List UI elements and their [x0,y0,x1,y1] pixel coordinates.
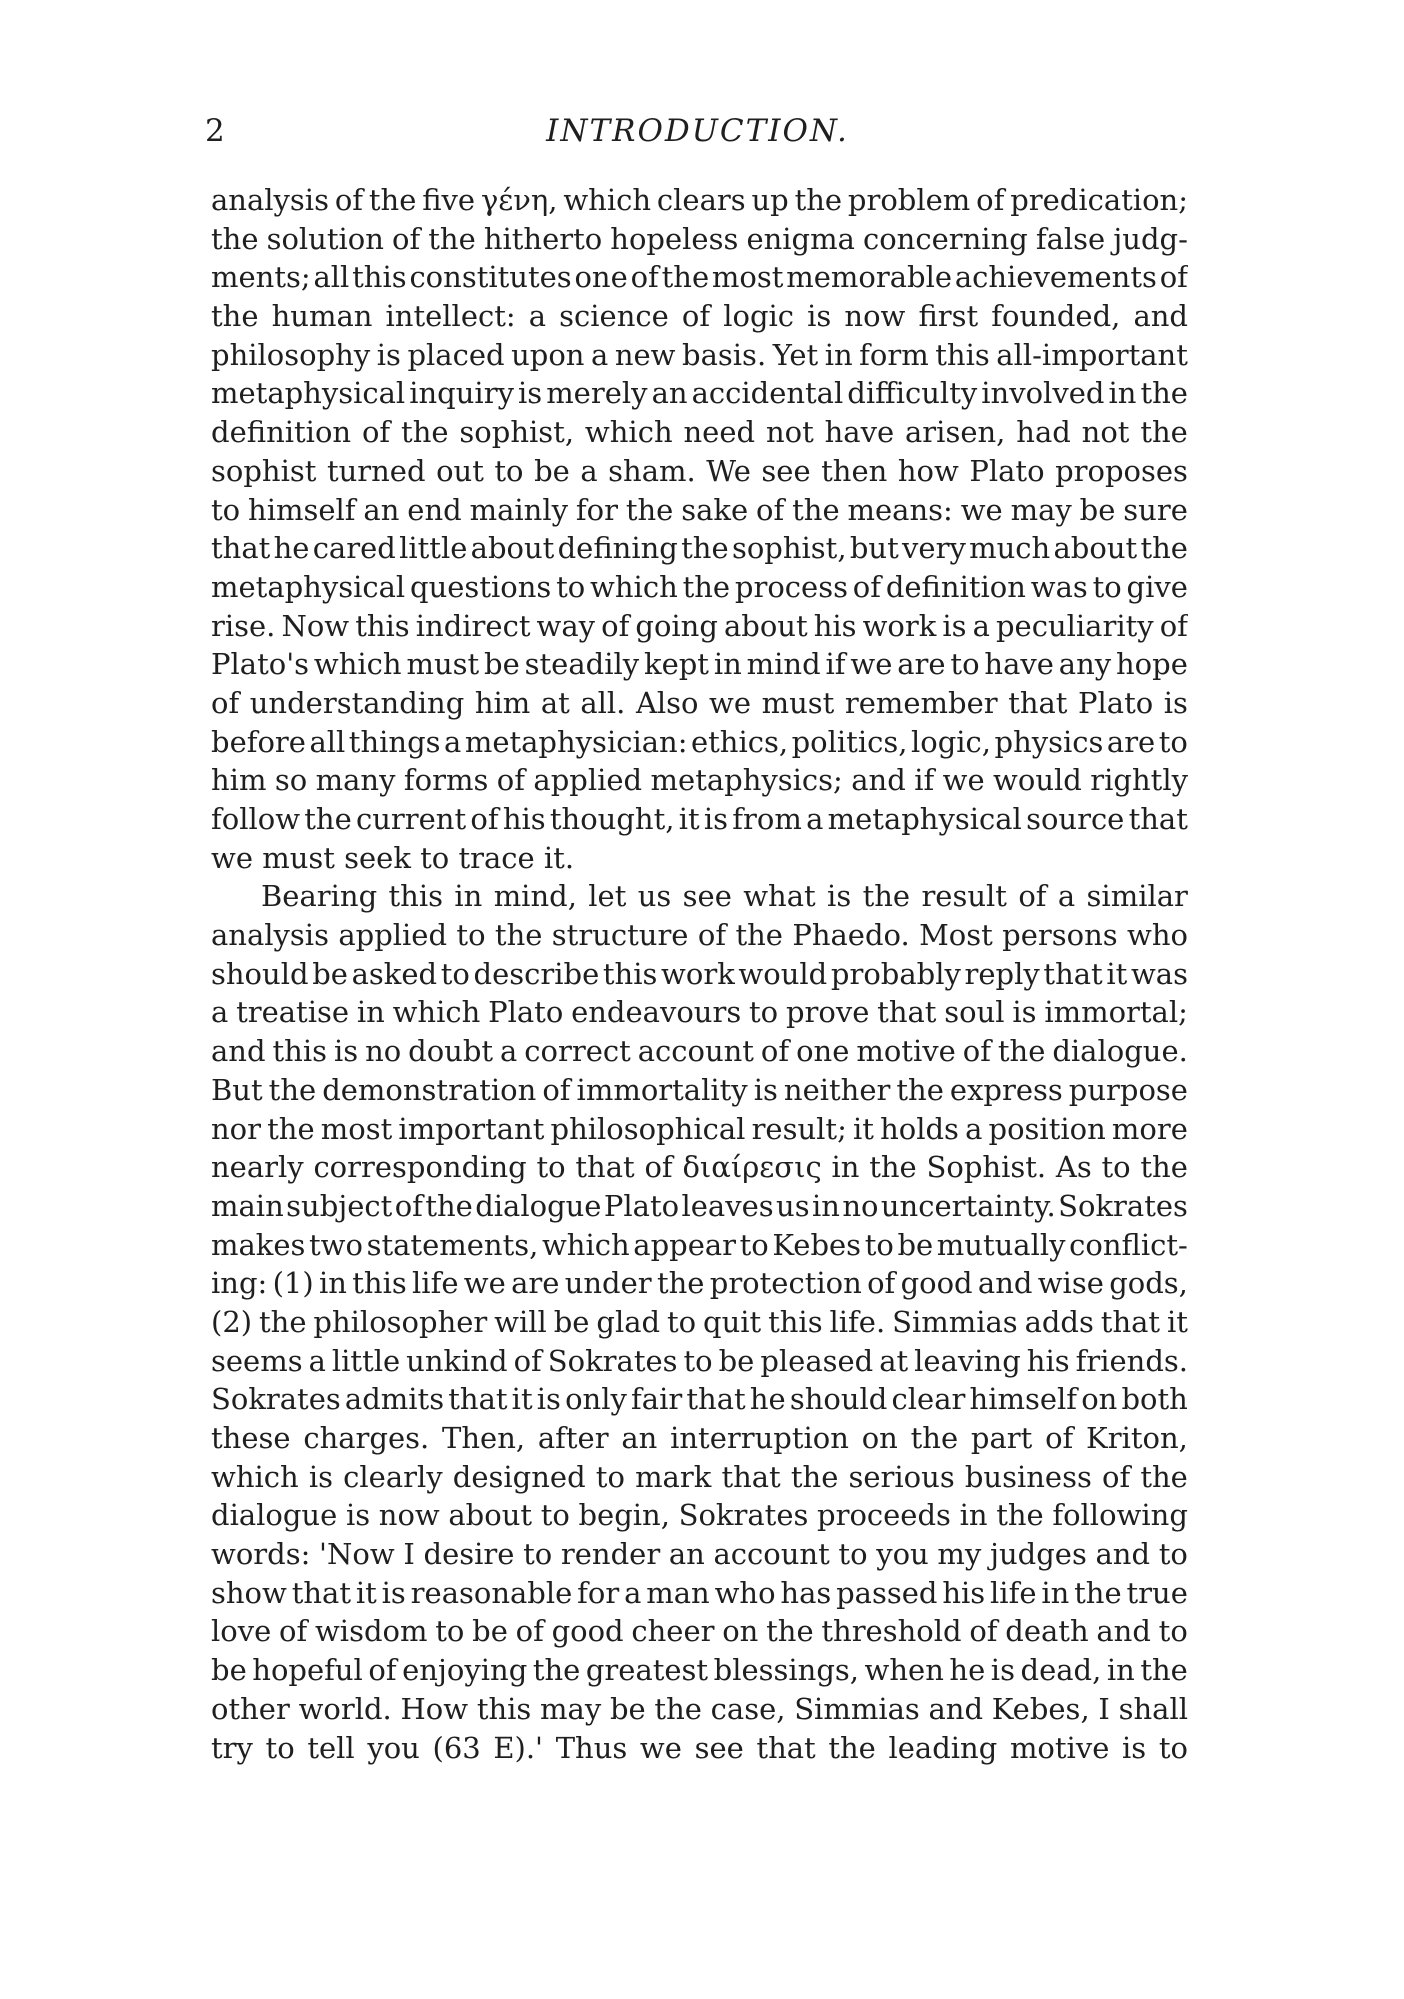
text-line: dialogue is now about to begin, Sokrates proceeds in the following [211,1498,1188,1533]
text-line: a treatise in which Plato endeavours to prove that soul is immortal; [211,995,1188,1030]
text-line: the human intellect: a science of logic is now first founded, and [211,299,1188,334]
text-line: which is clearly designed to mark that the serious business of the [211,1459,1188,1494]
text-line: the solution of the hitherto hopeless enigma concerning false judg- [211,221,1188,256]
text-line: metaphysical inquiry is merely an accidental difficulty involved in the [211,376,1188,411]
text-line: sophist turned out to be a sham. We see then how Plato proposes [211,453,1188,488]
text-line: seems a little unkind of Sokrates to be pleased at leaving his friends. [211,1343,1188,1378]
text-line: love of wisdom to be of good cheer on the threshold of death and to [211,1614,1188,1649]
text-line: that he cared little about defining the sophist, but very much about the [211,531,1188,566]
text-line: be hopeful of enjoying the greatest blessings, when he is dead, in the [211,1653,1188,1688]
text-line: rise. Now this indirect way of going about his work is a peculiarity of [211,608,1188,643]
text-line: ing: (1) in this life we are under the protection of good and wise gods, [211,1266,1188,1301]
text-line: philosophy is placed upon a new basis. Yet in form this all-important [211,337,1188,372]
text-line: Bearing this in mind, let us see what is the result of a similar [261,879,1188,914]
text-line: Sokrates admits that it is only fair that he should clear himself on both [211,1382,1188,1417]
text-line: these charges. Then, after an interruption on the part of Kriton, [211,1421,1188,1455]
text-line: Plato's which must be steadily kept in mind if we are to have any hope [211,647,1188,682]
text-line: to himself an end mainly for the sake of the means: we may be sure [211,492,1188,527]
text-line: should be asked to describe this work would probably reply that it was [211,956,1188,991]
text-line: But the demonstration of immortality is neither the express purpose [211,1072,1188,1107]
running-title: INTRODUCTION. [546,113,849,149]
text-line: definition of the sophist, which need not have arisen, had not the [211,415,1188,450]
page-header [205,111,1190,151]
text-line: follow the current of his thought, it is from a metaphysical source that [211,802,1188,836]
text-line: show that it is reasonable for a man who has passed his life in the true [211,1575,1188,1610]
text-line: analysis of the five γένη, which clears up the problem of predication; [211,183,1188,217]
text-line: metaphysical questions to which the process of definition was to give [211,569,1188,604]
text-line: nearly corresponding to that of διαίρεσις in the Sophist. As to the [211,1150,1188,1185]
text-line: nor the most important philosophical result; it holds a position more [211,1111,1188,1146]
text-line: (2) the philosopher will be glad to quit this life. Simmias adds that it [211,1304,1188,1339]
body-text [211,181,1188,1767]
text-line: makes two statements, which appear to Kebes to be mutually conflict- [211,1227,1188,1262]
text-line: we must seek to trace it. [211,840,575,875]
text-line: him so many forms of applied metaphysics; and if we would rightly [211,763,1188,798]
text-line: ments; all this constitutes one of the most memorable achievements of [211,260,1188,295]
text-line: and this is no doubt a correct account of one motive of the dialogue. [211,1034,1188,1069]
page-number: 2 [205,113,225,149]
text-line: before all things a metaphysician: ethics, politics, logic, physics are to [211,724,1188,759]
text-line: try to tell you (63 E).' Thus we see that the leading motive is to [211,1730,1188,1765]
text-line: of understanding him at all. Also we must remember that Plato is [211,685,1188,720]
text-line: main subject of the dialogue Plato leaves us in no uncertainty. Sokrates [211,1188,1188,1223]
text-line: words: 'Now I desire to render an account to you my judges and to [211,1537,1188,1572]
text-line: analysis applied to the structure of the Phaedo. Most persons who [211,918,1188,953]
text-line: other world. How this may be the case, Simmias and Kebes, I shall [211,1691,1188,1726]
